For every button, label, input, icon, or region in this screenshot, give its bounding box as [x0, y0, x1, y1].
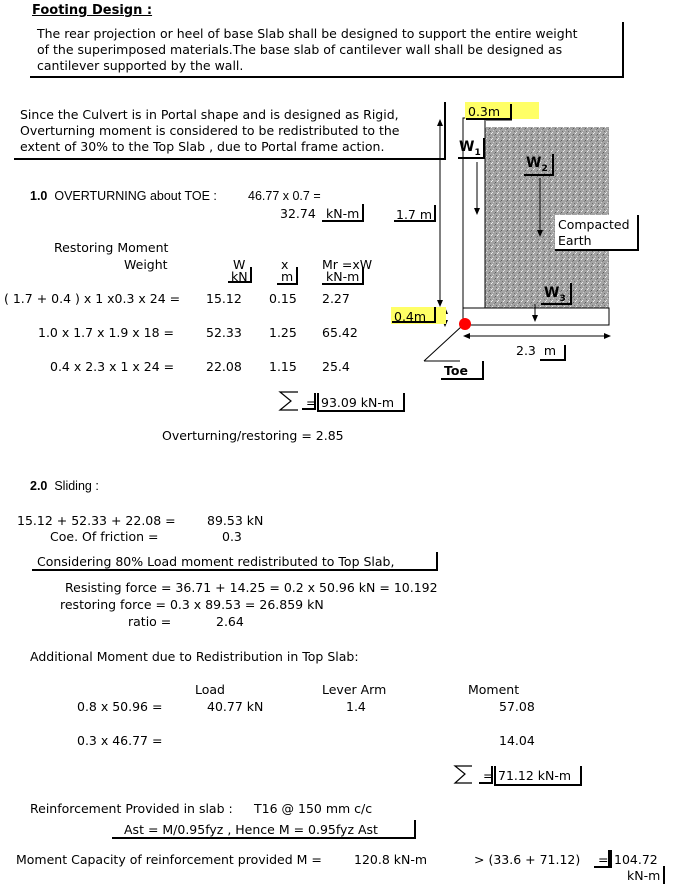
additional-row-moment: 14.04 [499, 733, 535, 748]
reinforcement-value: T16 @ 150 mm c/c [254, 801, 373, 816]
toe-bracket [441, 361, 484, 380]
restoring-x-bracket [277, 267, 298, 285]
moment-capacity-eq: = [598, 852, 609, 867]
moment-capacity-eq-bracket [594, 850, 610, 868]
additional-row-load: 40.77 kN [207, 699, 264, 714]
wall-height-bracket [394, 205, 436, 222]
reinforcement-label: Reinforcement Provided in slab : [30, 801, 233, 816]
restoring-sum-bracket [317, 393, 405, 412]
moment-capacity-result-unit: kN-m [627, 868, 661, 883]
restoring-row-x: 1.25 [269, 325, 297, 340]
intro-line-2: of the superimposed materials.The base slab of cantilever wall shall be designed as [37, 42, 563, 57]
sliding-heading: 2.0 Sliding : [30, 479, 99, 493]
base-thickness-label: 0.4m [394, 309, 427, 324]
restoring-row-mr: 2.27 [322, 291, 350, 306]
additional-row-expr: 0.8 x 50.96 = [77, 699, 163, 714]
w1-label: $W_1$ [459, 139, 481, 158]
toe-point [459, 318, 471, 330]
portal-note-line-2: Overturning moment is considered to be redistributed to the [20, 123, 400, 138]
restoring-row-x: 1.15 [269, 359, 297, 374]
restoring-w-unit: kN [231, 269, 248, 284]
additional-load-header: Load [195, 682, 225, 697]
additional-sum-sign: = [483, 768, 494, 783]
additional-sum-bracket [494, 766, 582, 786]
friction-label: Coe. Of friction = [50, 529, 159, 544]
restoring-row-w: 15.12 [206, 291, 242, 306]
compacted-earth-label-2: Earth [558, 233, 592, 248]
additional-lever-header: Lever Arm [322, 682, 387, 697]
portal-note-line-3: extent of 30% to the Top Slab , due to Portal frame action. [20, 139, 385, 154]
overturning-calc: 46.77 x 0.7 = [248, 189, 321, 203]
moment-capacity-compare: > (33.6 + 71.12) [474, 852, 581, 867]
restoring-row-w: 52.33 [206, 325, 242, 340]
restoring-mr-unit: kN-m [326, 269, 360, 284]
restoring-force: restoring force = 0.3 x 89.53 = 26.859 kN [60, 597, 324, 612]
portal-note-line-1: Since the Culvert is in Portal shape and is designed as Rigid, [20, 107, 399, 122]
restoring-row-mr: 25.4 [322, 359, 350, 374]
additional-sum-sign-bracket [479, 766, 493, 784]
w2-bracket [524, 154, 554, 176]
overturning-value: 32.74 [280, 206, 316, 221]
restoring-sum-value: 93.09 kN-m [321, 395, 395, 410]
additional-moment-title: Additional Moment due to Redistribution in Top Slab: [30, 649, 359, 664]
restoring-title: Restoring Moment [54, 240, 169, 255]
page-title: Footing Design : [32, 3, 153, 18]
sliding-ratio-value: 2.64 [216, 614, 244, 629]
considering-note: Considering 80% Load moment redistributed to Top Slab, [37, 554, 395, 569]
additional-row-expr: 0.3 x 46.77 = [77, 733, 163, 748]
restoring-weight-header: Weight [124, 257, 168, 272]
base-length-bracket [540, 345, 566, 361]
moment-capacity-right-bar [663, 866, 665, 884]
compacted-earth-label-1: Compacted [558, 217, 630, 232]
sliding-ratio-label: ratio = [128, 614, 172, 629]
restoring-w-header: W [233, 257, 246, 272]
reinforcement-formula-bracket [112, 820, 416, 839]
intro-line-1: The rear projection or heel of base Slab shall be designed to support the entire weight [37, 26, 578, 41]
w1-bracket [458, 138, 485, 159]
restoring-w-bracket [228, 267, 252, 283]
restoring-x-header: x [281, 257, 289, 272]
restoring-row-expr: 1.0 x 1.7 x 1.9 x 18 = [38, 325, 175, 340]
overturning-unit: kN-m [326, 206, 360, 221]
sliding-sum-expr: 15.12 + 52.33 + 22.08 = [17, 513, 176, 528]
moment-capacity-value: 120.8 kN-m [354, 852, 428, 867]
restoring-mr-bracket [322, 267, 364, 285]
w3-label: $W_3$ [544, 285, 566, 304]
moment-capacity-divider [610, 850, 612, 868]
additional-row-moment: 57.08 [499, 699, 535, 714]
top-width-label: 0.3m [468, 104, 501, 119]
toe-label: Toe [444, 363, 468, 378]
w2-label: $W_2$ [526, 155, 548, 174]
restoring-row-expr: ( 1.7 + 0.4 ) x 1 x0.3 x 24 = [4, 291, 181, 306]
base-length-label: 2.3 m [516, 343, 557, 358]
additional-row-lever: 1.4 [346, 699, 366, 714]
moment-capacity-result: 104.72 [614, 852, 658, 867]
restoring-row-x: 0.15 [269, 291, 297, 306]
resisting-force: Resisting force = 36.71 + 14.25 = 0.2 x 50.96 kN = 10.192 [65, 580, 438, 595]
restoring-mr-header: Mr =xW [322, 257, 373, 272]
restoring-row-w: 22.08 [206, 359, 242, 374]
restoring-row-mr: 65.42 [322, 325, 358, 340]
wall-height-label: 1.7 m [396, 207, 433, 222]
friction-value: 0.3 [222, 529, 242, 544]
additional-moment-header: Moment [468, 682, 520, 697]
base-thickness-bracket [392, 307, 436, 323]
reinforcement-formula: Ast = M/0.95fyz , Hence M = 0.95fyz Ast [124, 822, 378, 837]
overturning-heading: 1.0 OVERTURNING about TOE : [30, 189, 217, 203]
considering-bracket [32, 552, 438, 571]
overturning-unit-bracket [322, 204, 364, 222]
moment-capacity-label: Moment Capacity of reinforcement provided M = [16, 852, 322, 867]
overturning-restoring-ratio: Overturning/restoring = 2.85 [162, 428, 344, 443]
sliding-sum-value: 89.53 kN [207, 513, 264, 528]
w3-bracket [541, 283, 572, 305]
top-width-bracket [466, 104, 512, 120]
restoring-x-unit: m [281, 269, 294, 284]
restoring-sum-sign: = [306, 395, 317, 410]
restoring-row-expr: 0.4 x 2.3 x 1 x 24 = [50, 359, 175, 374]
intro-line-3: cantilever supported by the wall. [37, 58, 244, 73]
restoring-sum-sign-bracket [302, 393, 316, 410]
additional-sum-value: 71.12 kN-m [498, 768, 572, 783]
